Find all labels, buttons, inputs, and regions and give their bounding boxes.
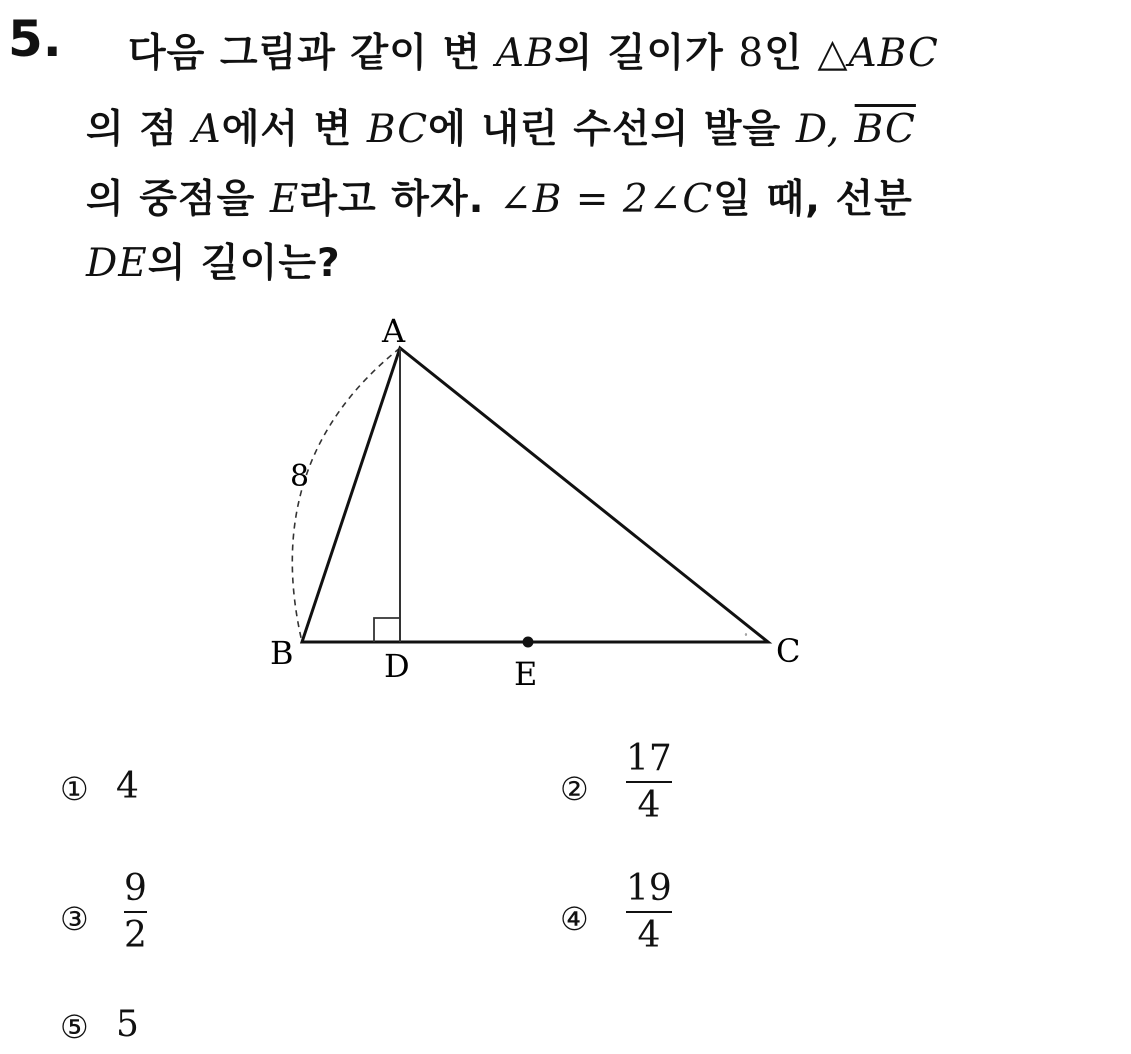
label-b: B xyxy=(270,634,294,672)
math-d: D, xyxy=(795,107,841,152)
math-triangle-abc: △ABC xyxy=(817,31,939,76)
choice-3-fraction[interactable] xyxy=(124,868,147,957)
choice-1-marker[interactable]: ① xyxy=(60,770,89,808)
denominator: 4 xyxy=(637,915,661,957)
choice-2-fraction[interactable] xyxy=(626,738,672,827)
numerator: 9 xyxy=(124,868,147,909)
triangle-abc xyxy=(302,348,768,642)
math-de: DE xyxy=(86,241,148,286)
midpoint-e-dot xyxy=(523,637,534,648)
numerator: 17 xyxy=(626,738,672,779)
text: 의 점 xyxy=(86,107,193,152)
numerator: 19 xyxy=(626,868,672,909)
text: 의 길이가 xyxy=(554,31,739,76)
math-bc: BC xyxy=(366,107,429,152)
choice-3-marker[interactable]: ③ xyxy=(60,900,89,938)
math-angle-condition: ∠B = 2∠C xyxy=(499,177,714,222)
choice-1-value[interactable]: 4 xyxy=(116,766,139,807)
right-angle-mark xyxy=(374,618,400,642)
label-a: A xyxy=(382,312,406,350)
denominator: 2 xyxy=(124,915,147,957)
text: 의 중점을 xyxy=(86,177,270,222)
choice-5-value[interactable]: 5 xyxy=(116,1004,139,1045)
text: 에 내린 수선의 발을 xyxy=(428,107,796,152)
triangle-figure xyxy=(250,300,810,700)
math-segment-bc: $\overline{BC}$ xyxy=(854,107,916,152)
label-ab-length: 8 xyxy=(290,459,310,494)
text: 일 때, 선분 xyxy=(713,177,913,222)
math-a: A xyxy=(192,107,222,152)
denominator: 4 xyxy=(637,785,661,827)
math-e: E xyxy=(269,177,300,222)
angle-c-mark: ∘ xyxy=(744,630,748,639)
label-e: E xyxy=(514,655,538,693)
math-ab: AB xyxy=(495,31,555,76)
question-line-1 xyxy=(128,22,939,78)
choice-2-marker[interactable]: ② xyxy=(560,770,589,808)
text: 다음 그림과 같이 변 xyxy=(128,31,496,76)
fraction-bar xyxy=(626,781,672,783)
question-line-3 xyxy=(86,168,913,224)
fraction-bar xyxy=(626,911,672,913)
choice-5-marker[interactable]: ⑤ xyxy=(60,1008,89,1046)
text: 의 길이는? xyxy=(147,241,341,286)
question-number: 5. xyxy=(8,10,62,68)
text: 에서 변 xyxy=(221,107,367,152)
choice-4-fraction[interactable] xyxy=(626,868,672,957)
question-line-4 xyxy=(86,232,341,288)
math-8: 8 xyxy=(738,31,765,76)
label-c: C xyxy=(776,632,801,670)
label-d: D xyxy=(384,647,410,685)
fraction-bar xyxy=(124,911,147,913)
choice-4-marker[interactable]: ④ xyxy=(560,900,589,938)
question-line-2 xyxy=(86,98,916,154)
text: 인 xyxy=(764,31,818,76)
text: 라고 하자. xyxy=(299,177,500,222)
